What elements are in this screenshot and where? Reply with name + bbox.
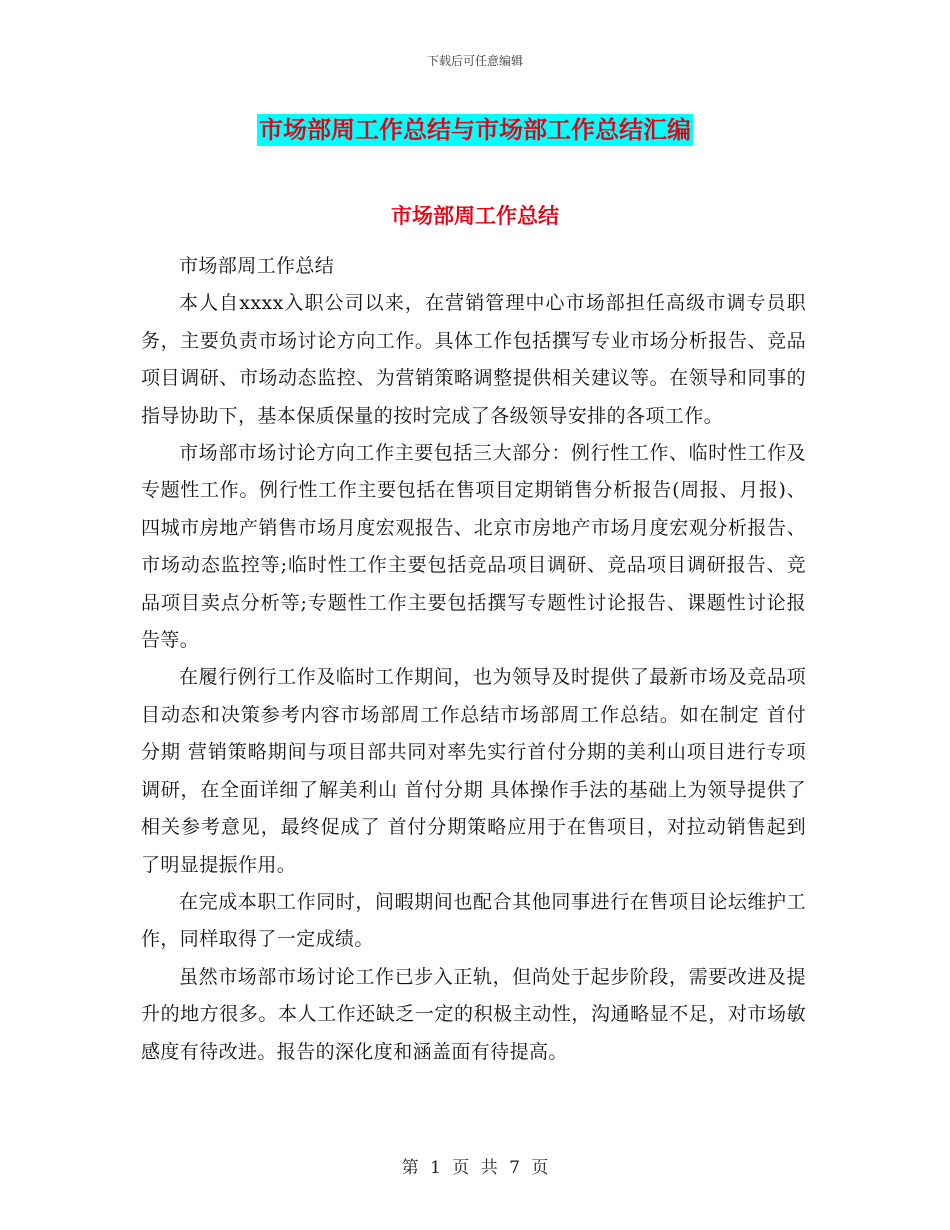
document-title-text: 市场部周工作总结与市场部工作总结汇编 [259,116,691,144]
paragraph: 在完成本职工作同时，间暇期间也配合其他同事进行在售项目论坛维护工作，同样取得了一定成绩。 [141,890,806,951]
paragraph: 本人自xxxx入职公司以来，在营销管理中心市场部担任高级市调专员职务，主要负责市场讨论方向工作。具体工作包括撰写专业市场分析报告、竞品项目调研、市场动态监控、为营销策略调整提供相关建议等。在领导和同事的指导协助下，基本保质保量的按时完成了各级领导安排的各项工作。 [141,292,806,427]
paragraph-heading: 市场部周工作总结 [179,255,335,277]
header-note: 下载后可任意编辑 [426,54,523,68]
paragraph: 市场部市场讨论方向工作主要包括三大部分：例行性工作、临时性工作及专题性工作。例行性工作主要包括在售项目定期销售分析报告(周报、月报)、四城市房地产销售市场月度宏观报告、北京市房地产市场月度宏观分析报告、市场动态监控等;临时性工作主要包括竞品项目调研、竞品项目调研报告、竞品项目卖点分析等;专题性工作主要包括撰写专题性讨论报告、课题性讨论报告等。 [141,442,806,652]
document-body [141,248,806,1071]
paragraph: 虽然市场部市场讨论工作已步入正轨，但尚处于起步阶段，需要改进及提升的地方很多。本人工作还缺乏一定的积极主动性，沟通略显不足，对市场敏感度有待改进。报告的深化度和涵盖面有待提高。 [141,965,806,1063]
page-number-footer: 第 1 页 共 7 页 [401,1158,549,1178]
section-title: 市场部周工作总结 [391,204,559,228]
paragraph: 在履行例行工作及临时工作期间，也为领导及时提供了最新市场及竞品项目动态和决策参考内容市场部周工作总结市场部周工作总结。如在制定 首付分期 营销策略期间与项目部共同对率先实行首付分期的美利山项目进行专项调研，在全面详细了解美利山 首付分期 具体操作手法的基础上为领导提供了相关参考意见，最终促成了 首付分期策略应用于在售项目，对拉动销售起到了明显提振作用。 [141,666,806,876]
document-title [0,110,950,145]
